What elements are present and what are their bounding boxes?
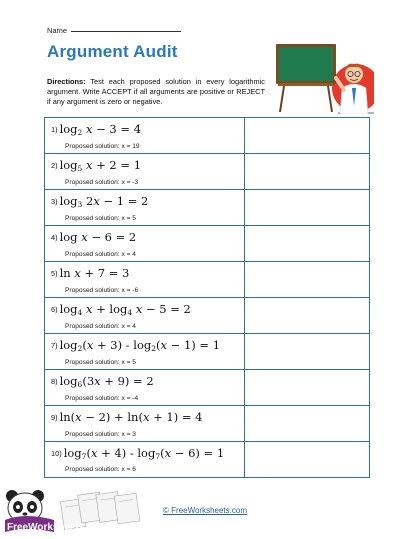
name-label: Name bbox=[47, 26, 68, 35]
proposed-solution-9: Proposed solution: x = 3 bbox=[65, 431, 136, 438]
proposed-solution-10: Proposed solution: x = 6 bbox=[65, 466, 136, 473]
directions bbox=[47, 77, 265, 108]
directions-label: Directions: bbox=[47, 77, 86, 86]
problem-row-8 bbox=[45, 370, 369, 406]
equation-8: 8) $\log_6(3x + 9) = 2$ bbox=[51, 374, 154, 389]
equation-2: 2) $\log_5 x + 2 = 1$ bbox=[51, 158, 142, 173]
proposed-solution-4: Proposed solution: x = 4 bbox=[65, 251, 136, 258]
equation-10: 10) $\log_7(x + 4) - \log_7(x - 6) = 1$ bbox=[51, 446, 225, 461]
teacher-chalkboard-illustration bbox=[274, 38, 374, 114]
problem-row-10 bbox=[45, 442, 369, 476]
problem-row-6 bbox=[45, 298, 369, 334]
proposed-solution-2: Proposed solution: x = -3 bbox=[65, 179, 139, 186]
proposed-solution-3: Proposed solution: x = 5 bbox=[65, 215, 136, 222]
proposed-solution-5: Proposed solution: x = -6 bbox=[65, 287, 139, 294]
problems-table bbox=[44, 117, 370, 478]
logo-text: FreeWorksheets bbox=[7, 522, 85, 533]
freeworksheets-logo bbox=[2, 488, 152, 538]
name-blank-line[interactable] bbox=[71, 31, 181, 32]
problem-row-9 bbox=[45, 406, 369, 442]
equation-4: 4) log x − 6 = 2 bbox=[51, 230, 137, 244]
copyright-link[interactable]: © FreeWorksheets.com bbox=[163, 506, 247, 515]
equation-9: 9) ln(x − 2) + ln(x + 1) = 4 bbox=[51, 410, 203, 424]
equation-7: 7) $\log_2(x + 3) - \log_2(x - 1) = 1$ bbox=[51, 338, 221, 353]
proposed-solution-8: Proposed solution: x = -4 bbox=[65, 395, 139, 402]
directions-text: Test each proposed solution in every logarithmic argument. Write ACCEPT if all arguments are positive or REJECT if any argument is zero or negative. bbox=[47, 77, 265, 107]
proposed-solution-1: Proposed solution: x = 19 bbox=[65, 143, 140, 150]
equation-1: 1) $\log_2 x - 3 = 4$ bbox=[51, 122, 142, 137]
equation-6: 6) $\log_4 x + \log_4 x - 5 = 2$ bbox=[51, 302, 191, 317]
proposed-solution-6: Proposed solution: x = 4 bbox=[65, 323, 136, 330]
equation-3: 3) $\log_3 2x - 1 = 2$ bbox=[51, 194, 149, 209]
name-field bbox=[47, 26, 181, 35]
equation-5: 5) ln x + 7 = 3 bbox=[51, 266, 130, 280]
problem-row-3 bbox=[45, 190, 369, 226]
worksheet-title: Argument Audit bbox=[47, 42, 178, 61]
proposed-solution-7: Proposed solution: x = 5 bbox=[65, 359, 136, 366]
problem-row-1 bbox=[45, 118, 369, 154]
problem-row-4 bbox=[45, 226, 369, 262]
problem-row-7 bbox=[45, 334, 369, 370]
problem-row-2 bbox=[45, 154, 369, 190]
problem-row-5 bbox=[45, 262, 369, 298]
